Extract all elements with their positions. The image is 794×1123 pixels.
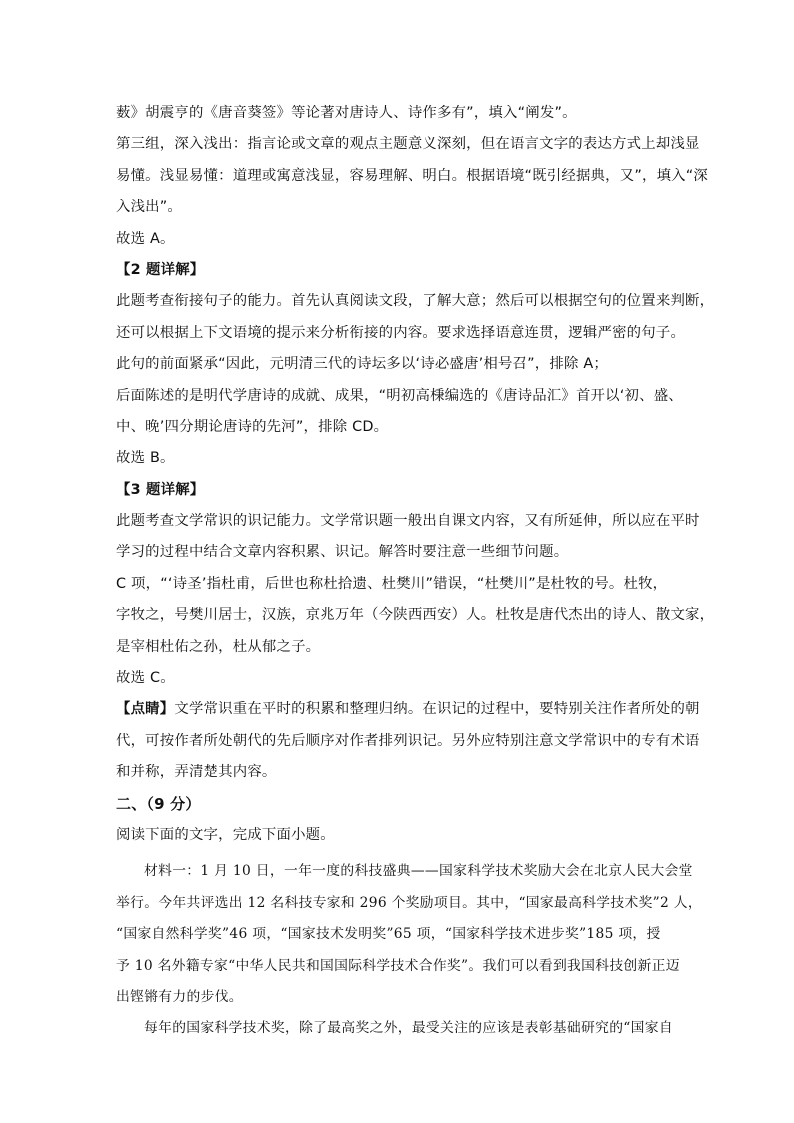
material-line: 予 10 名外籍专家“中华人民共和国国际科学技术合作奖”。我们可以看到我国科技创新正迈 xyxy=(116,957,680,974)
dianjing-note xyxy=(116,694,700,788)
dianjing-first-line: 文学常识重在平时的积累和整理归纳。在识记的过程中，要特别关注作者所处的朝 xyxy=(174,701,700,718)
material-line: 举行。今年共评选出 12 名科技专家和 296 个奖励项目。其中，“国家最高科学技术奖”2 人， xyxy=(116,894,702,911)
text-line: 和并称，弄清楚其内容。 xyxy=(116,764,277,781)
question-2-heading: 【2 题详解】 xyxy=(116,261,205,278)
text-line: 此题考查衔接句子的能力。首先认真阅读文段，了解大意；然后可以根据空句的位置来判断， xyxy=(116,293,715,310)
document-body xyxy=(116,98,715,1045)
answer-line: 故选 C。 xyxy=(116,670,175,687)
question-2-explanation xyxy=(116,255,715,475)
answer-block-1 xyxy=(116,98,709,255)
text-line: C 项，“‘诗圣’指杜甫，后世也称杜拾遗、杜樊川”错误，“杜樊川”是杜牧的号。杜牧， xyxy=(116,575,668,592)
section-2-title: 二、（9 分） xyxy=(116,794,201,813)
question-3-heading: 【3 题详解】 xyxy=(116,481,205,498)
text-line: 此句的前面紧承“因此，元明清三代的诗坛多以‘诗必盛唐’相号召”，排除 A； xyxy=(116,356,608,373)
answer-line: 故选 B。 xyxy=(116,450,175,467)
text-line: 薮》胡震亨的《唐音葵签》等论著对唐诗人、诗作多有”，填入“阐发”。 xyxy=(116,105,577,121)
text-line: 代，可按作者所处朝代的先后顺序对作者排列识记。另外应特别注意文学常识中的专有术语 xyxy=(116,732,700,749)
material-line: 材料一：1 月 10 日，一年一度的科技盛典——国家科学技术奖励大会在北京人民大会堂 xyxy=(144,863,693,880)
text-line xyxy=(116,694,700,725)
section-2-instruction: 阅读下面的文字，完成下面小题。 xyxy=(116,826,335,843)
text-line: 还可以根据上下文语境的提示来分析衔接的内容。要求选择语意连贯，逻辑严密的句子。 xyxy=(116,324,686,341)
material-line: “国家自然科学奖”46 项，“国家技术发明奖”65 项，“国家科学技术进步奖”185 项，授 xyxy=(116,926,661,943)
text-line: 后面陈述的是明代学唐诗的成就、成果，“明初高棅编选的《唐诗品汇》首开以‘初、盛、 xyxy=(116,387,683,404)
material-1 xyxy=(116,856,702,1044)
question-3-explanation xyxy=(116,475,715,695)
text-line: 入浅出”。 xyxy=(116,199,183,216)
text-line: 易懂。浅显易懂：道理或寓意浅显，容易理解、明白。根据语境“既引经据典，又”，填入“深 xyxy=(116,167,709,184)
text-line: 中、晚’四分期论唐诗的先河”，排除 CD。 xyxy=(116,418,389,435)
text-line: 第三组，深入浅出：指言论或文章的观点主题意义深刻，但在语言文字的表达方式上却浅显 xyxy=(116,136,700,153)
text-line: 学习的过程中结合文章内容积累、识记。解答时要注意一些细节问题。 xyxy=(116,544,569,561)
text-line: 字牧之，号樊川居士，汉族，京兆万年（今陕西西安）人。杜牧是唐代杰出的诗人、散文家， xyxy=(116,607,715,624)
text-line: 此题考查文学常识的识记能力。文学常识题一般出自课文内容，又有所延伸，所以应在平时 xyxy=(116,513,700,530)
material-line: 每年的国家科学技术奖，除了最高奖之外，最受关注的应该是表彰基础研究的“国家自 xyxy=(144,1020,673,1037)
text-line: 是宰相杜佑之孙，杜从郁之子。 xyxy=(116,638,321,655)
dianjing-label: 【点睛】 xyxy=(116,701,175,718)
material-line: 出铿锵有力的步伐。 xyxy=(116,988,243,1005)
answer-line: 故选 A。 xyxy=(116,230,175,247)
section-2 xyxy=(116,789,686,852)
